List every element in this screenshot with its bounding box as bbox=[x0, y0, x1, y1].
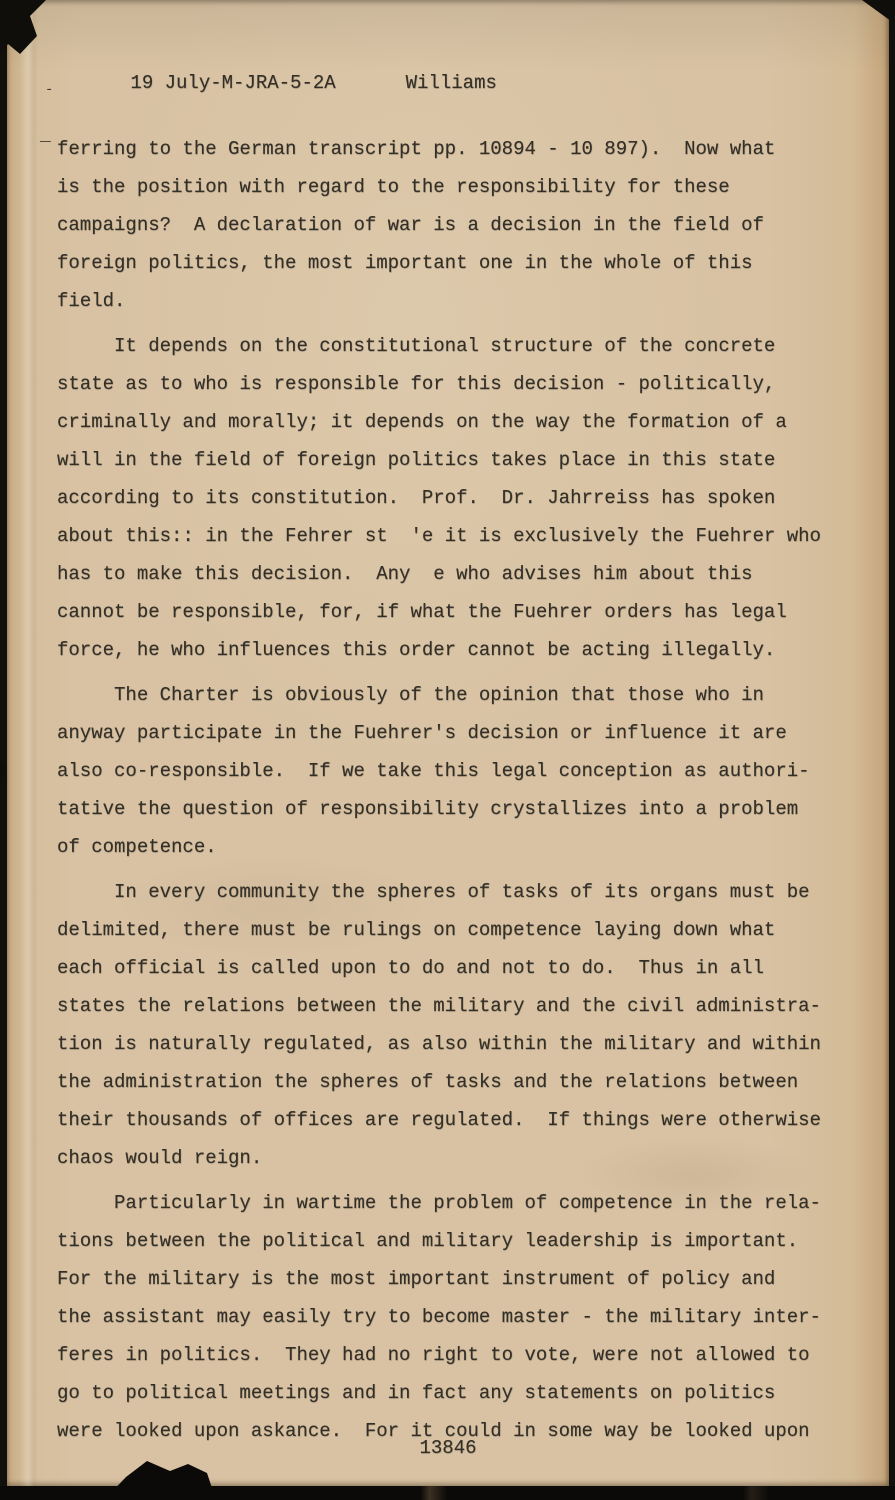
text-line: each official is called upon to do and not to do. Thus in all bbox=[57, 957, 764, 979]
text-line: is the position with regard to the responsibility for these bbox=[57, 176, 730, 198]
text-line: also co-responsible. If we take this legal conception as authori- bbox=[57, 760, 810, 782]
text-line: field. bbox=[57, 290, 126, 312]
text-line: cannot be responsible, for, if what the Fuehrer orders has legal bbox=[57, 601, 787, 623]
text-line: Particularly in wartime the problem of competence in the rela- bbox=[57, 1192, 821, 1214]
text-line: chaos would reign. bbox=[57, 1147, 263, 1169]
text-line: has to make this decision. Any e who advises him about this bbox=[57, 563, 753, 585]
text-line: criminally and morally; it depends on the way the formation of a bbox=[57, 411, 787, 433]
header-reporter-name: Williams bbox=[405, 72, 497, 94]
paragraph bbox=[57, 327, 859, 669]
text-line: the administration the spheres of tasks and the relations between bbox=[57, 1071, 799, 1093]
text-line: delimited, there must be rulings on competence laying down what bbox=[57, 919, 776, 941]
paragraph bbox=[57, 873, 859, 1177]
text-line: feres in politics. They had no right to vote, were not allowed to bbox=[57, 1344, 810, 1366]
text-line: will in the field of foreign politics takes place in this state bbox=[57, 449, 776, 471]
text-line: The Charter is obviously of the opinion that those who in bbox=[57, 684, 764, 706]
text-line: force, he who influences this order cannot be acting illegally. bbox=[57, 639, 776, 661]
left-edge-crease bbox=[20, 0, 38, 1487]
torn-notch-left-shape bbox=[0, 758, 7, 782]
text-line: It depends on the constitutional structure of the concrete bbox=[57, 335, 776, 357]
text-line: ferring to the German transcript pp. 10894 - 10 897). Now what bbox=[57, 138, 776, 160]
paragraph bbox=[57, 130, 859, 320]
text-line: tion is naturally regulated, as also within the military and within bbox=[57, 1033, 821, 1055]
text-line: were looked upon askance. For it could in some way be looked upon bbox=[57, 1420, 810, 1442]
text-line: about this:: in the Fehrer st 'e it is exclusively the Fuehrer who bbox=[57, 525, 821, 547]
text-line: For the military is the most important instrument of policy and bbox=[57, 1268, 776, 1290]
text-line: tative the question of responsibility crystallizes into a problem bbox=[57, 798, 799, 820]
text-line: tions between the political and military leadership is important. bbox=[57, 1230, 799, 1252]
document-body bbox=[57, 130, 859, 1450]
text-line: state as to who is responsible for this decision - politically, bbox=[57, 373, 776, 395]
header-session-label: 19 July-M-JRA-5-2A bbox=[130, 72, 336, 94]
page-header bbox=[62, 44, 497, 122]
text-line: according to its constitution. Prof. Dr. Jahrreiss has spoken bbox=[57, 487, 776, 509]
pencil-mark-upper: - bbox=[45, 82, 54, 98]
text-line: states the relations between the military and the civil administra- bbox=[57, 995, 821, 1017]
text-line: campaigns? A declaration of war is a decision in the field of bbox=[57, 214, 764, 236]
page-number: 13846 bbox=[419, 1437, 477, 1459]
paper-sheet bbox=[7, 0, 889, 1487]
text-line: their thousands of offices are regulated. If things were otherwise bbox=[57, 1109, 821, 1131]
scan-bottom-edge bbox=[0, 1486, 895, 1500]
paragraph bbox=[57, 1184, 859, 1450]
text-line: In every community the spheres of tasks of its organs must be bbox=[57, 881, 810, 903]
text-line: the assistant may easily try to become master - the military inter- bbox=[57, 1306, 821, 1328]
pencil-mark-lower: _ bbox=[40, 126, 51, 146]
text-line: anyway participate in the Fuehrer's decision or influence it are bbox=[57, 722, 787, 744]
text-line: of competence. bbox=[57, 836, 217, 858]
paragraph bbox=[57, 676, 859, 866]
text-line: foreign politics, the most important one in the whole of this bbox=[57, 252, 753, 274]
text-line: go to political meetings and in fact any statements on politics bbox=[57, 1382, 776, 1404]
